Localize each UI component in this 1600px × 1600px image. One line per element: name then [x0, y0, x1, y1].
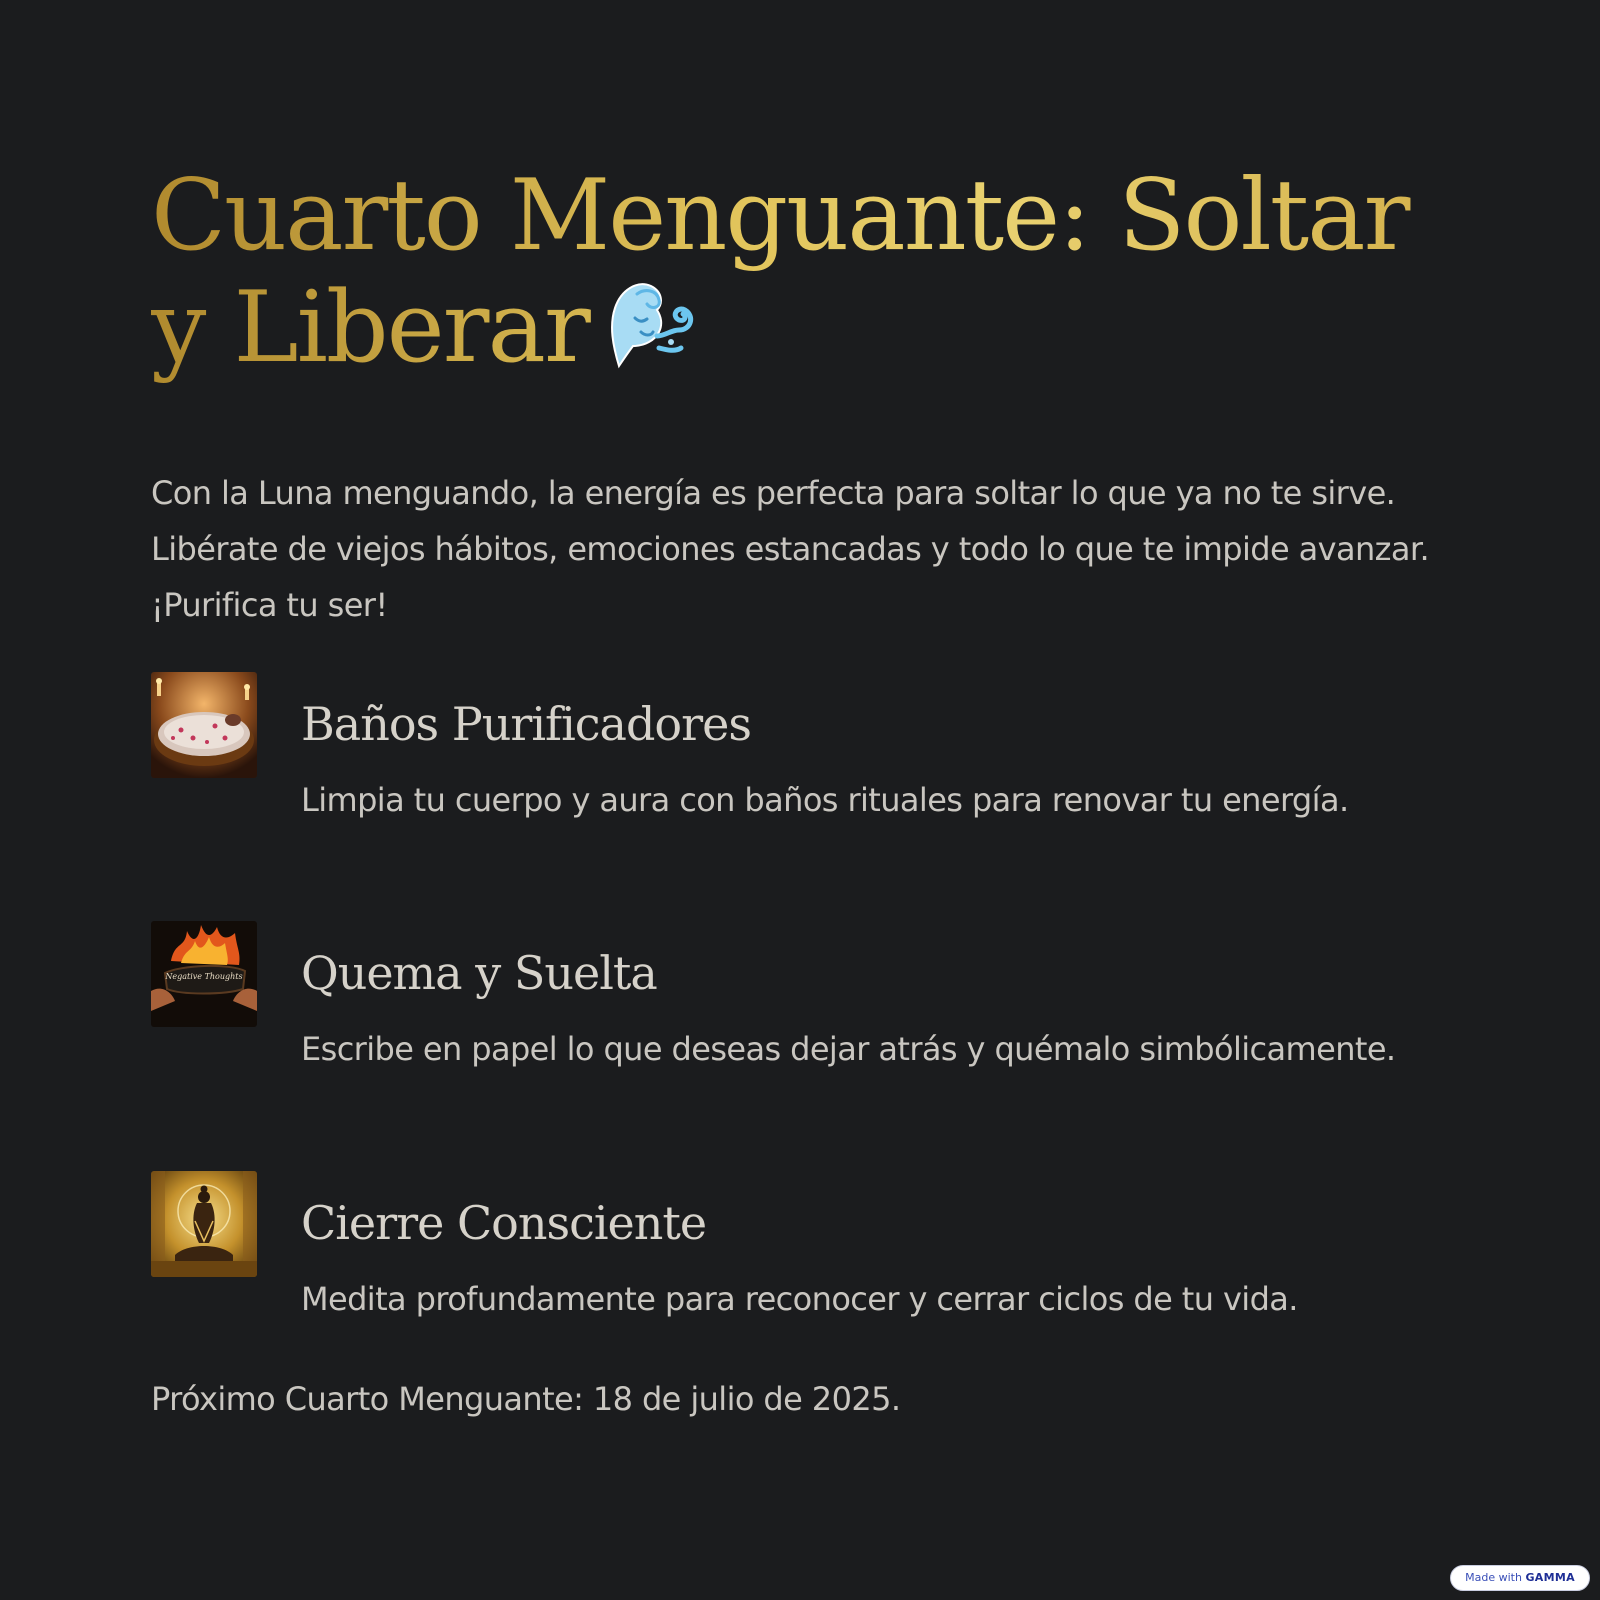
made-with-gamma-badge[interactable] — [1450, 1565, 1590, 1591]
list-item — [151, 672, 1471, 842]
burning-paper-image — [151, 921, 257, 1027]
item-description: Escribe en papel lo que deseas dejar atrás y quémalo simbólicamente. — [301, 1030, 1396, 1068]
ritual-bath-image — [151, 672, 257, 778]
intro-text: Con la Luna menguando, la energía es perfecta para soltar lo que ya no te sirve. Libérate de viejos hábitos, emociones estancadas y todo lo que te impide avanzar. ¡Purifica tu ser! — [151, 474, 1430, 624]
badge-brand: GAMMA — [1525, 1571, 1575, 1584]
page-title — [151, 160, 1471, 395]
burning-paper-caption: Negative Thoughts — [165, 972, 243, 981]
list-item — [151, 1171, 1471, 1341]
item-description: Medita profundamente para reconocer y cerrar ciclos de tu vida. — [301, 1280, 1298, 1318]
item-description: Limpia tu cuerpo y aura con baños rituales para renovar tu energía. — [301, 781, 1349, 819]
next-date-note: Próximo Cuarto Menguante: 18 de julio de 2025. — [151, 1380, 901, 1418]
item-title: Quema y Suelta — [301, 946, 657, 1000]
meditation-image — [151, 1171, 257, 1277]
list-item — [151, 921, 1471, 1091]
page-title-text: Cuarto Menguante: Soltar y Liberar — [151, 159, 1409, 385]
wind-face-icon — [601, 276, 701, 395]
item-title: Baños Purificadores — [301, 697, 751, 751]
item-title: Cierre Consciente — [301, 1196, 707, 1250]
badge-prefix: Made with — [1465, 1571, 1522, 1584]
